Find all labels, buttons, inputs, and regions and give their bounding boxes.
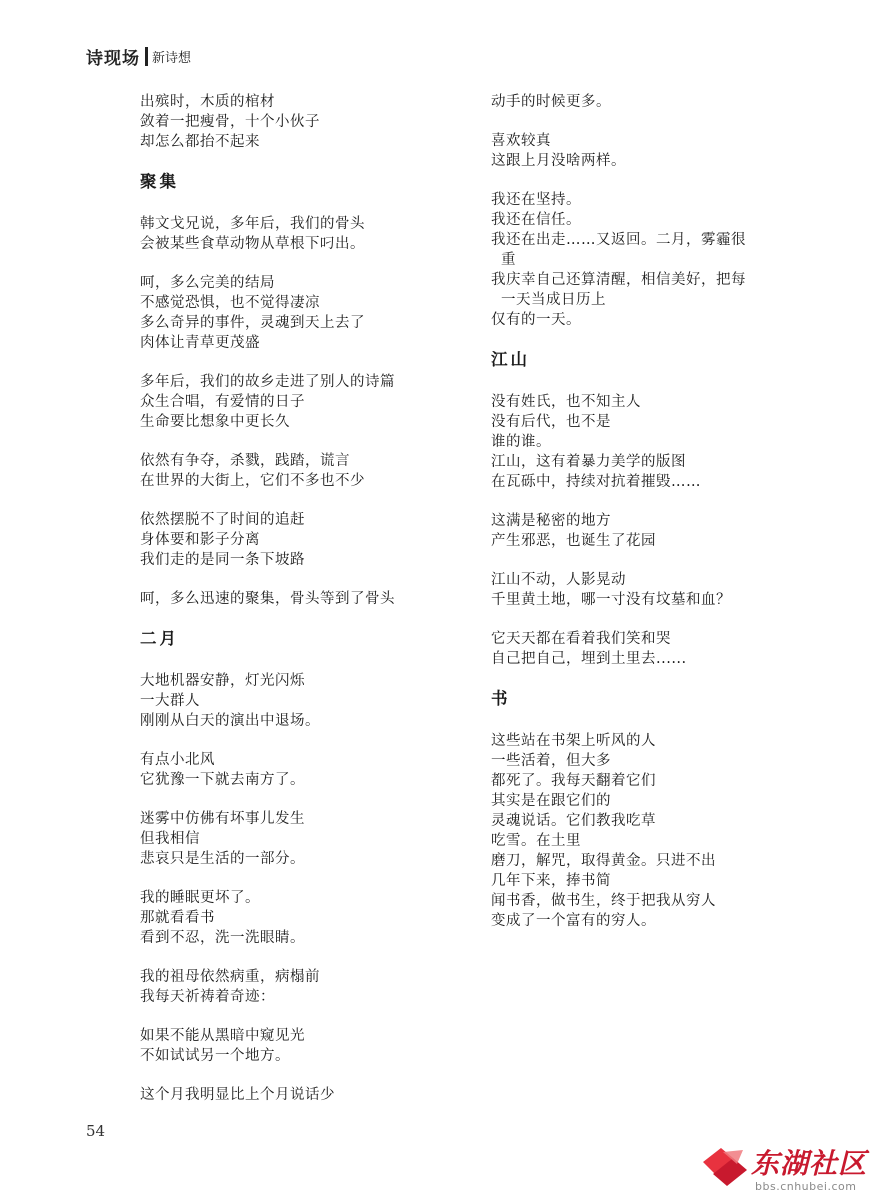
poem-line: 多年后，我们的故乡走进了别人的诗篇	[140, 374, 395, 390]
poem-line: 仅有的一天。	[491, 312, 581, 328]
poem-title: 聚集	[140, 172, 179, 191]
poem-line: 韩文戈兄说，多年后，我们的骨头	[140, 216, 365, 232]
poem-line: 肉体让青草更茂盛	[140, 335, 260, 351]
stanza	[491, 190, 791, 330]
poem-line: 它犹豫一下就去南方了。	[140, 772, 305, 788]
poem-line: 都死了。我每天翻着它们	[491, 773, 656, 789]
poem-line: 身体要和影子分离	[140, 532, 260, 548]
poem-line: 迷雾中仿佛有坏事儿发生	[140, 811, 305, 827]
poem-line: 这些站在书架上听风的人	[491, 733, 656, 749]
left-column	[140, 92, 440, 1124]
poem-line: 喜欢较真	[491, 133, 551, 149]
poem-line: 我们走的是同一条下坡路	[140, 552, 305, 568]
poem-line: 依然摆脱不了时间的追赶	[140, 512, 305, 528]
poem-line: 这跟上月没啥两样。	[491, 153, 626, 169]
stanza	[140, 451, 440, 491]
poem-line: 在世界的大街上，它们不多也不少	[140, 473, 365, 489]
poem-line: 一天当成日历上	[501, 292, 606, 308]
poem-line: 却怎么都抬不起来	[140, 134, 260, 150]
poem-line: 产生邪恶，也诞生了花园	[491, 533, 656, 549]
poem-line: 我还在坚持。	[491, 192, 581, 208]
poem-line: 吃雪。在土里	[491, 833, 581, 849]
poem-line: 一大群人	[140, 693, 200, 709]
stanza	[491, 511, 791, 551]
poem-line: 一些活着，但大多	[491, 753, 611, 769]
poem-line: 江山，这有着暴力美学的版图	[491, 454, 686, 470]
poem-line: 敛着一把瘦骨，十个小伙子	[140, 114, 320, 130]
stanza	[491, 629, 791, 669]
poem-line: 它天天都在看着我们笑和哭	[491, 631, 671, 647]
stanza	[140, 967, 440, 1007]
poem-line: 我庆幸自己还算清醒，相信美好，把每	[491, 272, 746, 288]
poem-line: 没有后代，也不是	[491, 414, 611, 430]
poem-line: 自己把自己，埋到土里去......	[491, 651, 687, 667]
stanza	[140, 750, 440, 790]
poem-line: 千里黄土地，哪一寸没有坟墓和血？	[491, 592, 731, 608]
column-title: 新诗想	[152, 51, 192, 66]
stanza	[140, 372, 440, 432]
poem-line: 在瓦砾中，持续对抗着摧毁……	[491, 474, 701, 490]
poem-line: 不感觉恐惧，也不觉得凄凉	[140, 295, 320, 311]
poem-line: 悲哀只是生活的一部分。	[140, 851, 305, 867]
page-header	[86, 44, 191, 69]
poem-line: 闻书香，做书生，终于把我从穷人	[491, 893, 716, 909]
poem-line: 我每天祈祷着奇迹：	[140, 989, 275, 1005]
watermark-logo-icon	[699, 1144, 751, 1188]
poem-line: 如果不能从黑暗中窥见光	[140, 1028, 305, 1044]
poem-line: 众生合唱，有爱情的日子	[140, 394, 305, 410]
journal-title: 诗现场	[86, 49, 140, 69]
poem-line: 几年下来，捧书简	[491, 873, 611, 889]
stanza	[491, 92, 791, 112]
poem-title: 书	[491, 689, 511, 708]
poem-line: 依然有争夺，杀戮，践踏，谎言	[140, 453, 350, 469]
stanza	[140, 1085, 440, 1105]
page-number: 54	[86, 1122, 106, 1140]
poem-line: 那就看看书	[140, 910, 215, 926]
header-divider	[145, 47, 148, 66]
stanza	[140, 273, 440, 353]
poem-line: 我还在出走……又返回。二月，雾霾很	[491, 232, 746, 248]
stanza	[140, 589, 440, 609]
stanza	[140, 214, 440, 254]
right-column	[491, 92, 791, 950]
stanza	[491, 131, 791, 171]
stanza	[140, 510, 440, 570]
poem-line: 会被某些食草动物从草根下叼出。	[140, 236, 365, 252]
poem-line: 江山不动，人影晃动	[491, 572, 626, 588]
poem-line: 谁的谁。	[491, 434, 551, 450]
poem-line: 不如试试另一个地方。	[140, 1048, 290, 1064]
stanza	[140, 888, 440, 948]
poem-line: 我还在信任。	[491, 212, 581, 228]
poem-line: 呵，多么迅速的聚集，骨头等到了骨头	[140, 591, 395, 607]
stanza	[140, 809, 440, 869]
poem-line: 重	[501, 252, 516, 268]
poem-line: 其实是在跟它们的	[491, 793, 611, 809]
stanza	[140, 671, 440, 731]
poem-line: 出殡时，木质的棺材	[140, 94, 275, 110]
poem-line: 但我相信	[140, 831, 200, 847]
poem-line: 刚刚从白天的演出中退场。	[140, 713, 320, 729]
stanza	[491, 731, 791, 931]
poem-line: 这个月我明显比上个月说话少	[140, 1087, 335, 1103]
poem-line: 灵魂说话。它们教我吃草	[491, 813, 656, 829]
poem-title: 江山	[491, 350, 530, 369]
poem-line: 磨刀，解咒，取得黄金。只进不出	[491, 853, 716, 869]
poem-line: 变成了一个富有的穷人。	[491, 913, 656, 929]
watermark-brand: 东湖社区	[751, 1147, 868, 1180]
poem-line: 我的睡眠更坏了。	[140, 890, 260, 906]
stanza	[140, 92, 440, 152]
poem-line: 没有姓氏，也不知主人	[491, 394, 641, 410]
poem-line: 这满是秘密的地方	[491, 513, 611, 529]
stanza	[491, 392, 791, 492]
poem-line: 我的祖母依然病重，病榻前	[140, 969, 320, 985]
poem-line: 看到不忍，洗一洗眼睛。	[140, 930, 305, 946]
watermark-url: bbs.cnhubei.com	[755, 1180, 857, 1193]
poem-line: 生命要比想象中更长久	[140, 414, 290, 430]
watermark	[699, 1142, 879, 1196]
poem-title: 二月	[140, 629, 179, 648]
poem-line: 大地机器安静，灯光闪烁	[140, 673, 305, 689]
stanza	[140, 1026, 440, 1066]
poem-line: 有点小北风	[140, 752, 215, 768]
poem-line: 动手的时候更多。	[491, 94, 611, 110]
stanza	[491, 570, 791, 610]
poem-line: 多么奇异的事件，灵魂到天上去了	[140, 315, 365, 331]
poem-line: 呵，多么完美的结局	[140, 275, 275, 291]
